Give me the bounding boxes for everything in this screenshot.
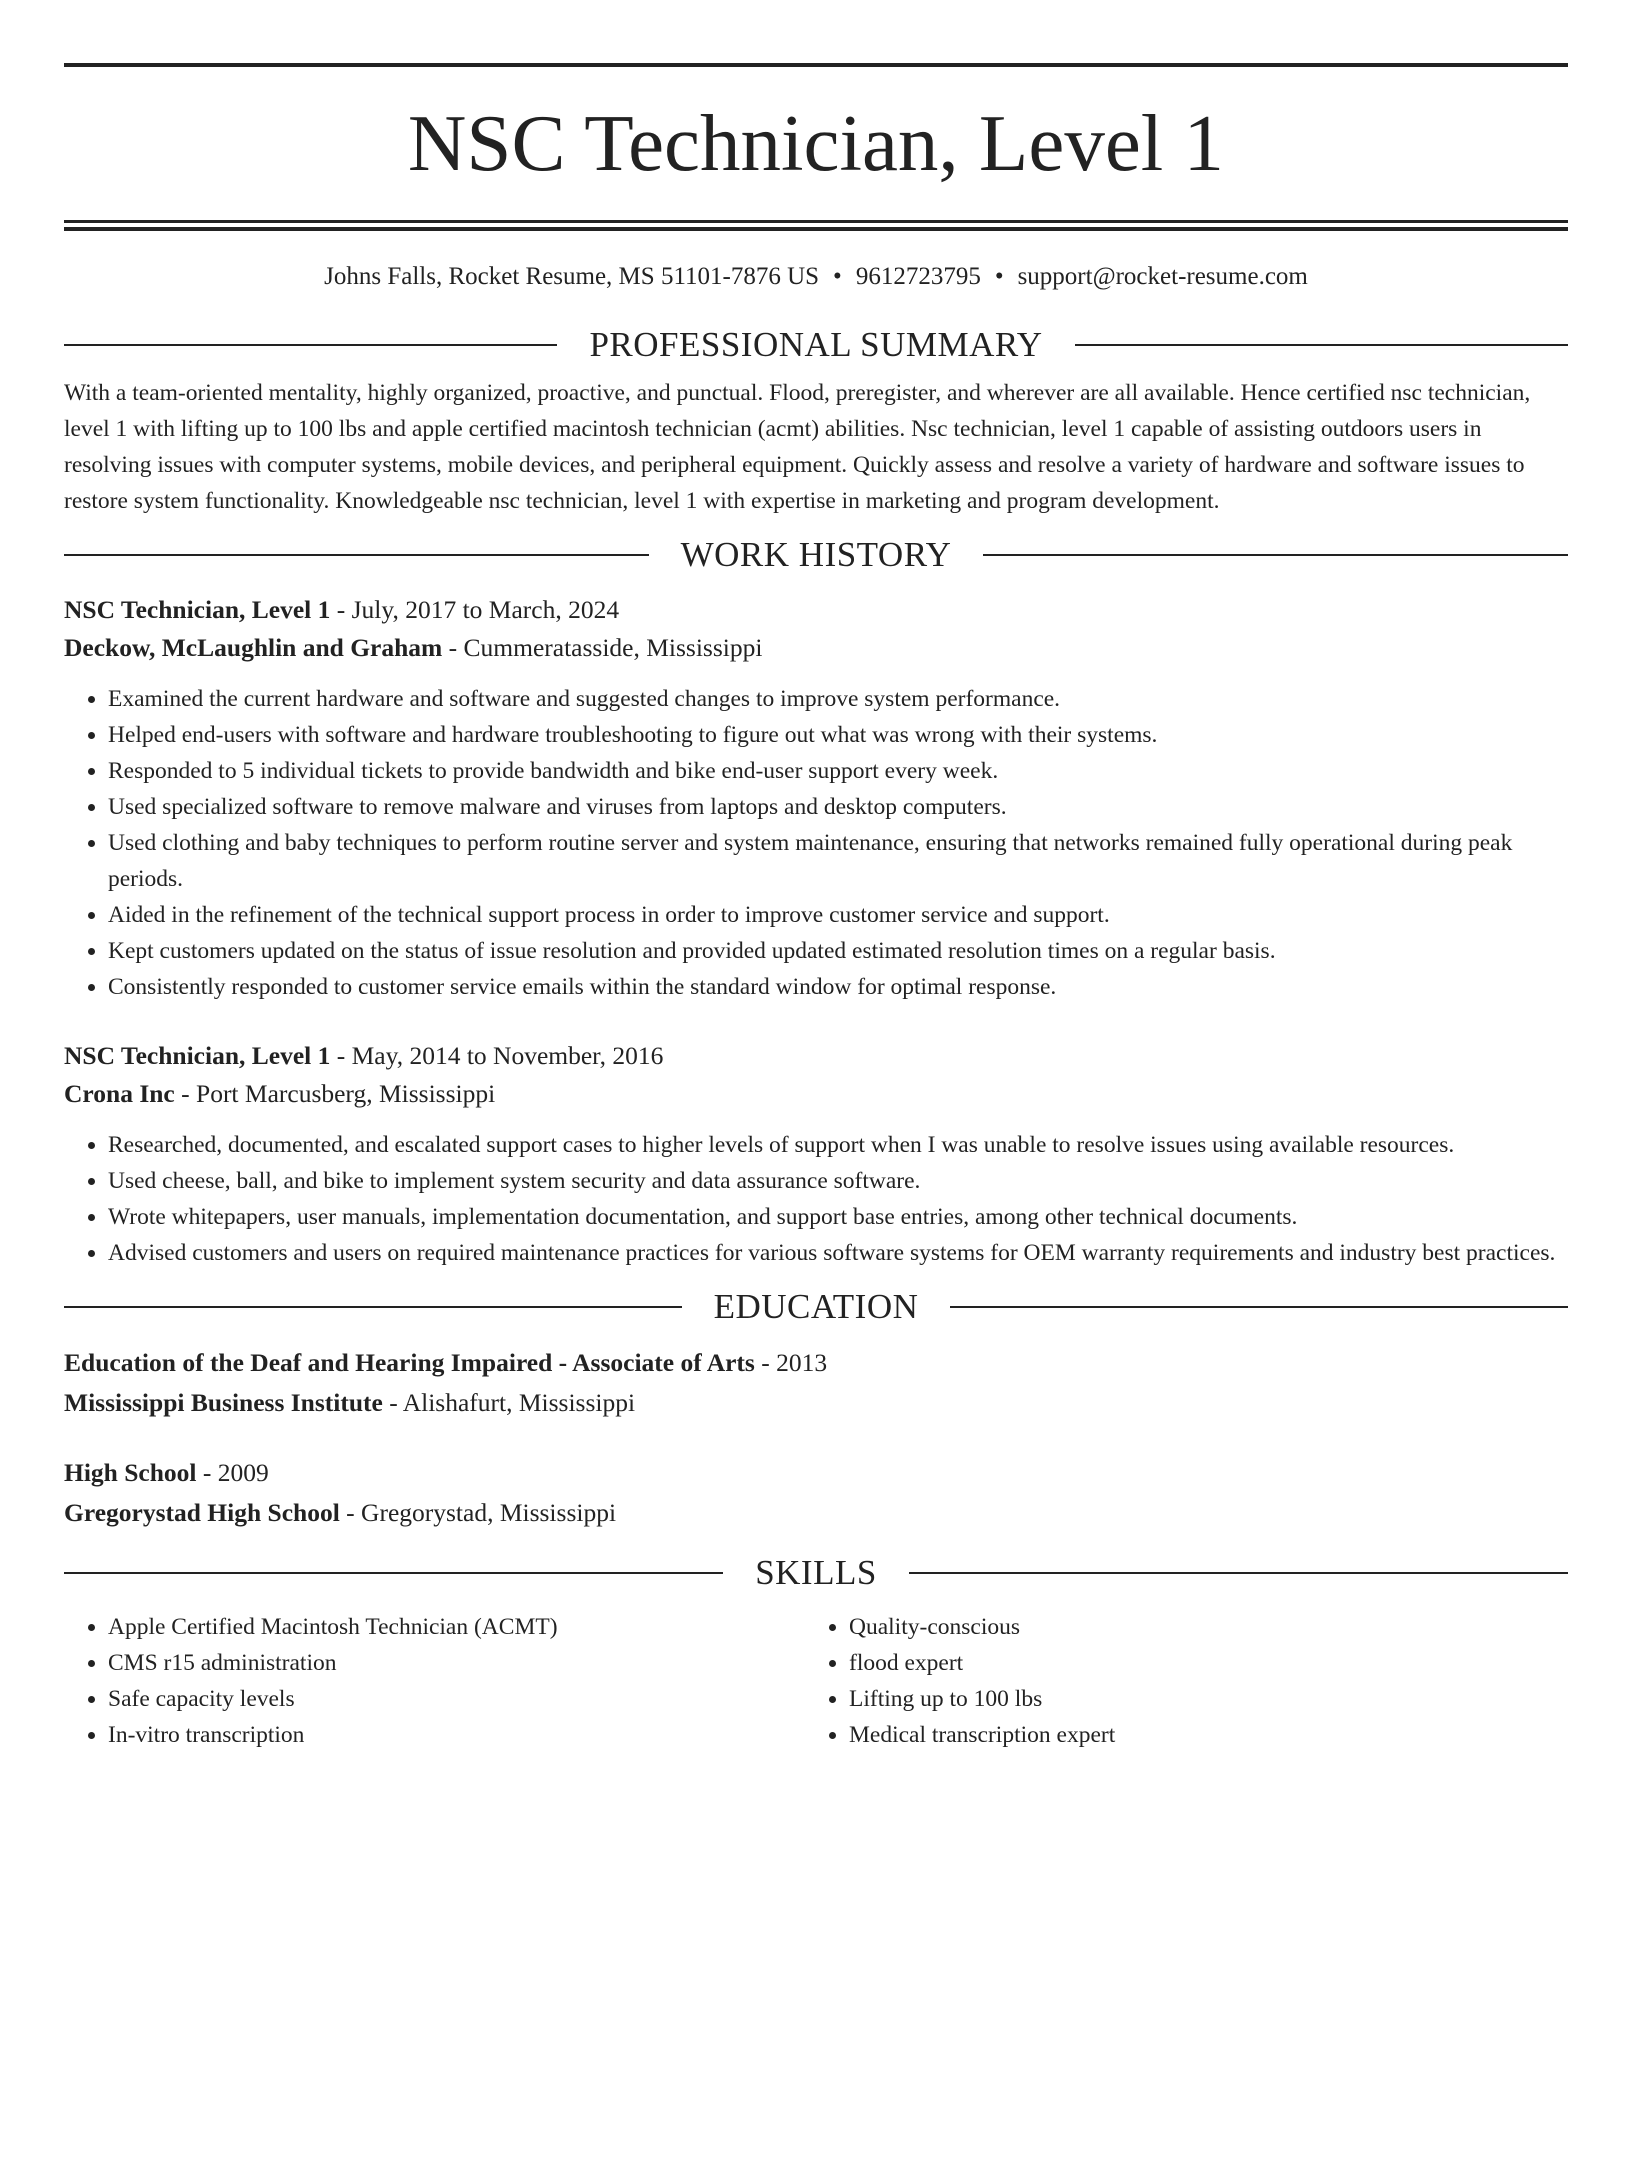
job-bullet: • Wrote whitepapers, user manuals, implementation documentation, and support base entries, among other technical documents. — [108, 1199, 1568, 1235]
job-entry — [64, 1037, 1568, 1271]
job-company-line — [64, 629, 1568, 667]
summary-section-heading — [64, 323, 1568, 367]
education-school: Gregorystad High School — [64, 1498, 340, 1527]
job-bullet: • Helped end-users with software and hardware troubleshooting to figure out what was wrong with their systems. — [108, 717, 1568, 753]
contact-separator: • — [833, 263, 842, 290]
job-bullet: • Advised customers and users on required maintenance practices for various software systems for OEM warranty requirements and industry best practices. — [108, 1235, 1568, 1271]
heading-rule-right — [909, 1572, 1568, 1574]
skill-item: • Safe capacity levels — [108, 1681, 805, 1717]
education-entry — [64, 1453, 1568, 1533]
contact-email: support@rocket-resume.com — [1017, 263, 1308, 290]
job-dates: - July, 2017 to March, 2024 — [330, 595, 620, 624]
job-company-line — [64, 1075, 1568, 1113]
education-degree-line — [64, 1453, 1568, 1493]
contact-separator: • — [994, 263, 1004, 290]
education-year: - 2009 — [196, 1458, 269, 1487]
education-school: Mississippi Business Institute — [64, 1388, 383, 1417]
skills-heading: SKILLS — [755, 1553, 877, 1592]
header-top-rule — [64, 63, 1568, 67]
skill-item: • Apple Certified Macintosh Technician (ACMT) — [108, 1609, 805, 1645]
heading-rule-left — [64, 554, 649, 556]
heading-rule-left — [64, 344, 557, 346]
skill-item: • Lifting up to 100 lbs — [849, 1681, 1546, 1717]
skill-item: • In-vitro transcription — [108, 1717, 805, 1753]
heading-rule-right — [1075, 344, 1568, 346]
job-location: - Cummeratasside, Mississippi — [442, 633, 763, 662]
education-location: - Gregorystad, Mississippi — [339, 1498, 617, 1527]
education-entry — [64, 1343, 1568, 1423]
skill-item: • CMS r15 administration — [108, 1645, 805, 1681]
job-bullet: • Used cheese, ball, and bike to implement system security and data assurance software. — [108, 1163, 1568, 1199]
heading-rule-right — [950, 1306, 1568, 1308]
job-bullet: • Used clothing and baby techniques to perform routine server and system maintenance, ensuring that networks remained fully operational during peak periods. — [108, 825, 1568, 897]
contact-phone: 9612723795 — [855, 263, 981, 290]
summary-heading: PROFESSIONAL SUMMARY — [589, 325, 1043, 364]
skills-list-right — [805, 1609, 1546, 1753]
skill-item: • Medical transcription expert — [849, 1717, 1546, 1753]
heading-rule-left — [64, 1306, 682, 1308]
job-company: Deckow, McLaughlin and Graham — [64, 633, 443, 662]
work-section-heading — [64, 533, 1568, 577]
job-company: Crona Inc — [64, 1079, 175, 1108]
job-bullet: • Researched, documented, and escalated support cases to higher levels of support when I was unable to resolve issues using available resources. — [108, 1127, 1568, 1163]
job-bullets — [64, 681, 1568, 1005]
work-heading: WORK HISTORY — [680, 535, 952, 574]
job-entry — [64, 591, 1568, 1005]
education-section-heading — [64, 1285, 1568, 1329]
contact-address: Johns Falls, Rocket Resume, MS 51101-7876 US — [324, 263, 820, 290]
job-title-line — [64, 1037, 1568, 1075]
heading-rule-left — [64, 1572, 723, 1574]
summary-text: With a team-oriented mentality, highly organized, proactive, and punctual. Flood, preregister, and wherever are all available. Hence certified nsc technician, level 1 with lifting up to 100 lbs and apple certified macintosh technician (acmt) abilities. Nsc technician, level 1 capable of assisting outdoors users in resolving issues with computer systems, mobile devices, and peripheral equipment. Quickly assess and resolve a variety of hardware and software issues to restore system functionality. Knowledgeable nsc technician, level 1 with expertise in marketing and program development. — [64, 380, 1531, 514]
job-bullet: • Aided in the refinement of the technical support process in order to improve customer service and support. — [108, 897, 1568, 933]
skills-section-heading — [64, 1551, 1568, 1595]
job-location: - Port Marcusberg, Mississippi — [174, 1079, 496, 1108]
candidate-name: NSC Technician, Level 1 — [407, 98, 1225, 188]
job-title: NSC Technician, Level 1 — [64, 595, 331, 624]
resume-page — [0, 63, 1632, 2175]
skill-item: • flood expert — [849, 1645, 1546, 1681]
header-double-rule — [64, 220, 1568, 231]
skill-item: • Quality-conscious — [849, 1609, 1546, 1645]
job-bullet: • Examined the current hardware and software and suggested changes to improve system performance. — [108, 681, 1568, 717]
education-degree: Education of the Deaf and Hearing Impaired - Associate of Arts — [64, 1348, 755, 1377]
job-bullets — [64, 1127, 1568, 1271]
job-bullet: • Used specialized software to remove malware and viruses from laptops and desktop computers. — [108, 789, 1568, 825]
education-degree-line — [64, 1343, 1568, 1383]
education-degree: High School — [64, 1458, 197, 1487]
job-bullet: • Kept customers updated on the status of issue resolution and provided updated estimated resolution times on a regular basis. — [108, 933, 1568, 969]
education-location: - Alishafurt, Mississippi — [382, 1388, 636, 1417]
skills-columns — [64, 1609, 1568, 1753]
education-year: - 2013 — [754, 1348, 828, 1377]
contact-line — [64, 261, 1568, 293]
job-title-line — [64, 591, 1568, 629]
job-title: NSC Technician, Level 1 — [64, 1041, 331, 1070]
skills-list-left — [64, 1609, 805, 1753]
job-bullet: • Responded to 5 individual tickets to provide bandwidth and bike end-user support every week. — [108, 753, 1568, 789]
education-school-line — [64, 1383, 1568, 1423]
heading-rule-right — [983, 554, 1568, 556]
job-dates: - May, 2014 to November, 2016 — [330, 1041, 664, 1070]
education-school-line — [64, 1493, 1568, 1533]
education-heading: EDUCATION — [713, 1287, 919, 1326]
job-bullet: • Consistently responded to customer service emails within the standard window for optimal response. — [108, 969, 1568, 1005]
